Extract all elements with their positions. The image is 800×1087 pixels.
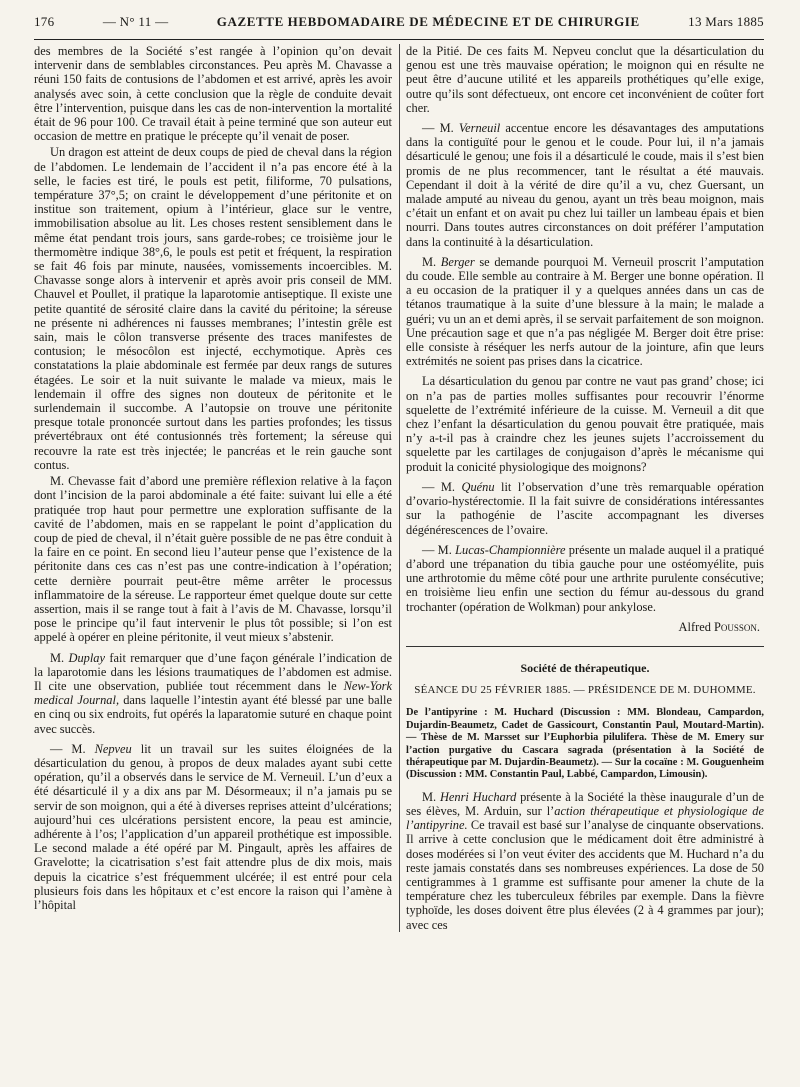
paragraph: — M. Verneuil accentue encore les désavantages des amputations dans la contiguïté pour le genou et le coude. Pour lui, il n’a jamais désarticulé le genou; une fois il a désarticulé le coude, mais il s’est bien promis de ne plus recommencer, tant le résultat a été mauvais. Cependant il doit à la vérité de dire qu’il a vu, chez Guersant, un malade amputé au niveau du genou, ayant un très beau moignon, mais c’était un enfant et on avait pu chez lui tailler un lambeau épais et bien nourri. Dans toutes autres circonstances on doit préférer l’amputation dans la continuité à la désarticulation. — [406, 121, 764, 249]
right-column — [406, 44, 764, 932]
header-rule — [34, 39, 764, 40]
page-header — [34, 0, 764, 36]
speaker-name: Nepveu — [94, 741, 132, 756]
paragraph: — M. Nepveu lit un travail sur les suites éloignées de la désarticulation du genou, à propos de deux malades ayant subi cette opération, qu’il a observés dans le service de M. Verneuil. L’un d’eux a été désarticulé il y a dix ans par M. Désormeaux; il n’a jamais pu se servir de son moignon, qui a été à diverses reprises atteint d’ulcérations; aujourd’hui ces ulcérations persistent encore, la peau est amincie, adhérente à l’os; l’application d’un appareil prothétique est impossible. Le second malade a été opéré par M. Pingault, après les affaires de Gravelotte; la cicatrisation s’est fait attendre plus de dix mois, mais depuis la cicatrice s’est fréquemment ulcérée; il est entré pour cela plusieurs fois dans les hôpitaux et c’est encore la raison qui l’amène à l’hôpital — [34, 741, 393, 912]
paragraph: M. Henri Huchard présente à la Société la thèse inaugurale d’un de ses élèves, M. Arduin, sur l’action thérapeutique et physiologique de l’antipyrine. Ce travail est basé sur l’analyse de cinquante observations. Il arrive à cette conclusion que le médicament doit être administré à doses modérées si l’on veut éviter des accidents que M. Huchard n’a du reste jamais constatés dans ses nombreuses expériences. La dose de 50 centigrammes à 1 gramme est suffisante pour amener la chute de la température chez les tuberculeux fébriles par exemple. Dans la fièvre typhoïde, les doses doivent être plus élevées (2 à 4 grammes par jour); avec ces — [406, 789, 765, 932]
thesis-title: action thérapeutique et physiologique de l’antipyrine. — [406, 803, 765, 833]
column-divider — [399, 44, 400, 932]
speaker-name: Quénu — [461, 479, 495, 494]
paragraph: La désarticulation du genou par contre ne vaut pas grand’ chose; ici on n’a pas de parties molles suffisantes pour recouvrir l’énorme squelette de l’extrémité inférieure de la cuisse. M. Verneuil a dit que chez l’enfant la désarticulation du genou pouvait être pratiquée, mais n’y a-t-il pas à craindre chez les jeunes sujets l’accroissement du squelette par les cartilages de conjugaison d’après le mécanisme qui produit la conicité physiologique des moignons? — [406, 374, 764, 474]
paragraph: de la Pitié. De ces faits M. Nepveu conclut que la désarticulation du genou est une très mauvaise opération; le moignon qui en résulte ne peut être d’aucune utilité et les appareils prothétiques qu’elle exige, outre qu’ils sont défectueux, ont encore cet inconvénient de coûter fort cher. — [406, 44, 764, 115]
journal-citation: New-York medical Journal, — [34, 678, 392, 708]
paragraph: — M. Quénu lit l’observation d’une très remarquable opération d’ovario-hystérectomie. Il la fait suivre de considérations intéressantes sur la pathogénie de l’ascite accompagnant les diverses dégénérescences de l’ovaire. — [406, 479, 765, 537]
paragraph: M. Berger se demande pourquoi M. Verneuil proscrit l’amputation du coude. Elle semble au contraire à M. Berger une bonne opération. Il a eu occasion de la pratiquer il y a quelques années dans un cas de tétanos traumatique à la suite d’une blessure à la main; le malade a guéri; vu un an et demi après, il se servait parfaitement de son moignon. Une précaution sage et que n’a pas négligée M. Berger doit être prise: elle consiste à réséquer les nerfs autour de la jointure, afin que leurs extrémités ne soient pas prises dans la cicatrice. — [406, 254, 765, 369]
issue-date: 13 Mars 1885 — [688, 14, 764, 29]
paragraph: M. Chevasse fait d’abord une première réflexion relative à la façon dont l’incision de la paroi abdominale a été faite: suivant lui elle a été pratiquée trop haut pour permettre une exploration suffisante de la cavité de l’abdomen, mais en se rappelant le point d’application du coup de pied de cheval, il n’était guère possible de ne pas être conduit à la faire en ce point. En second lieu l’auteur pense que l’existence de la péritonite dans ces cas n’est pas une contre-indication à l’opération; cette dernière pourrait peut-être même arrêter le processus inflammatoire de la séreuse. Le rapporteur émet quelque doute sur cette assertion, mais il se range tout à fait à l’avis de M. Chavasse, lorsqu’il pose le principe qu’il faut intervenir le plus tôt possible; si l’on est appelé à opérer en pleine péritonite, il veut mieux s’abstenir. — [34, 474, 392, 645]
session-summary: De l’antipyrine : M. Huchard (Discussion : MM. Blondeau, Campardon, Dujardin-Beaumetz, Cadet de Gassicourt, Constantin Paul, Moutard-Martin). — Thèse de M. Marsset sur l’Euphorbia pilulifera. Thèse de M. Emery sur l’action purgative du Cascara sagrada (présentation à la Société de thérapeutique par M. Dujardin-Beaumetz). — Sur la cocaïne : M. Gouguenheim (Discussion : MM. Constantin Paul, Labbé, Campardon, Limousin). — [406, 707, 764, 781]
left-column — [34, 44, 392, 932]
speaker-name: Duplay — [68, 650, 105, 665]
session-line: SÉANCE DU 25 FÉVRIER 1885. — PRÉSIDENCE DE M. DUHOMME. — [414, 684, 756, 697]
paragraph: Un dragon est atteint de deux coups de pied de cheval dans la région de l’abdomen. Le lendemain de l’accident il n’a pas encore été à la selle, le facies est tiré, le pouls est petit, filiforme, 70 pulsations, température 37°,5; on craint le développement d’une péritonite et on institue son traitement, opium à l’intérieur, glace sur le ventre, immobilisation absolue au lit. Les choses restent sensiblement dans le même état pendant trois jours, sans garde-robes; ce troisième jour le thermomètre indique 38°,6, le pouls est petit et fréquent, la respiration se fait 46 fois par minute, nausées, vomissements incoercibles. M. Chavasse songe alors à intervenir et après avoir pris conseil de MM. Chauvel et Poullet, il pratique la laparotomie antiseptique. Il existe une petite quantité de sérosité claire dans la cavité du péritoine; la séreuse ne présente ni adhérences ni fausses membranes; l’intestin grêle est sain, mais le côlon transverse présente des traces manifestes de contusion; le mésocôlon est injecté, ecchymotique. Après ces constatations la plaie abdominale est fermée par deux rangs de sutures étagées. Le soir et la nuit suivante le malade va mieux, mais le lendemain il offre des signes non douteux de péritonite et le surlendemain il succombe. A l’autopsie on trouve une péritonite presque totale prononcée surtout dans les parties profondes; les tissus prévertébraux ont été contusionnés très fortement; la séreuse qui recouvre la rate est très injectée; le pancréas et le rein gauche sont contus. — [34, 145, 392, 472]
section-title: Société de thérapeutique. — [520, 660, 650, 675]
speaker-name: Berger — [440, 254, 475, 269]
speaker-name: Verneuil — [458, 121, 501, 136]
issue-number: — N° 11 — — [102, 14, 169, 29]
author-signature: Alfred Pousson. — [678, 619, 760, 634]
paragraph: — M. Lucas-Championnière présente un malade auquel il a pratiqué d’abord une trépanation du tibia gauche pour une ostéomyélite, puis une arthrotomie du même côté pour une arthrite purulente consécutive; en troisième lieu enfin une section du fémur au-dessous du grand trochanter (opération de Wolkman) pour ankylose. — [406, 542, 765, 614]
paragraph: des membres de la Société s’est rangée à l’opinion qu’on devait intervenir dans de semblables circonstances. Peu après M. Chavasse a réuni 150 faits de contusions de l’abdomen et est arrivé, après les avoir analysés avec soin, à cette conclusion que la règle de conduite devait être l’intervention, puisque dans les cas de non-intervention la mortalité était de 96 pour 100. Ce travail était à peine terminé que son auteur eut occasion de mettre en pratique le précepte qu’il venait de poser. — [34, 44, 392, 144]
journal-title: GAZETTE HEBDOMADAIRE DE MÉDECINE ET DE CHIRURGIE — [216, 14, 640, 29]
two-column-body — [34, 44, 764, 932]
speaker-name: Henri Huchard — [439, 789, 517, 804]
page-number: 176 — [34, 14, 55, 29]
paragraph: M. Duplay fait remarquer que d’une façon générale l’indication de la laparotomie dans les lésions traumatiques de l’abdomen est admise. Il cite une observation, publiée tout récemment dans le New-York medical Journal, dans laquelle l’intestin ayant été blessé par une balle en cinq ou six endroits, fut opérés la laparatomie suturé en chaque point avec succès. — [34, 650, 392, 736]
section-divider — [406, 646, 764, 647]
speaker-name: Lucas-Championnière — [455, 542, 566, 557]
